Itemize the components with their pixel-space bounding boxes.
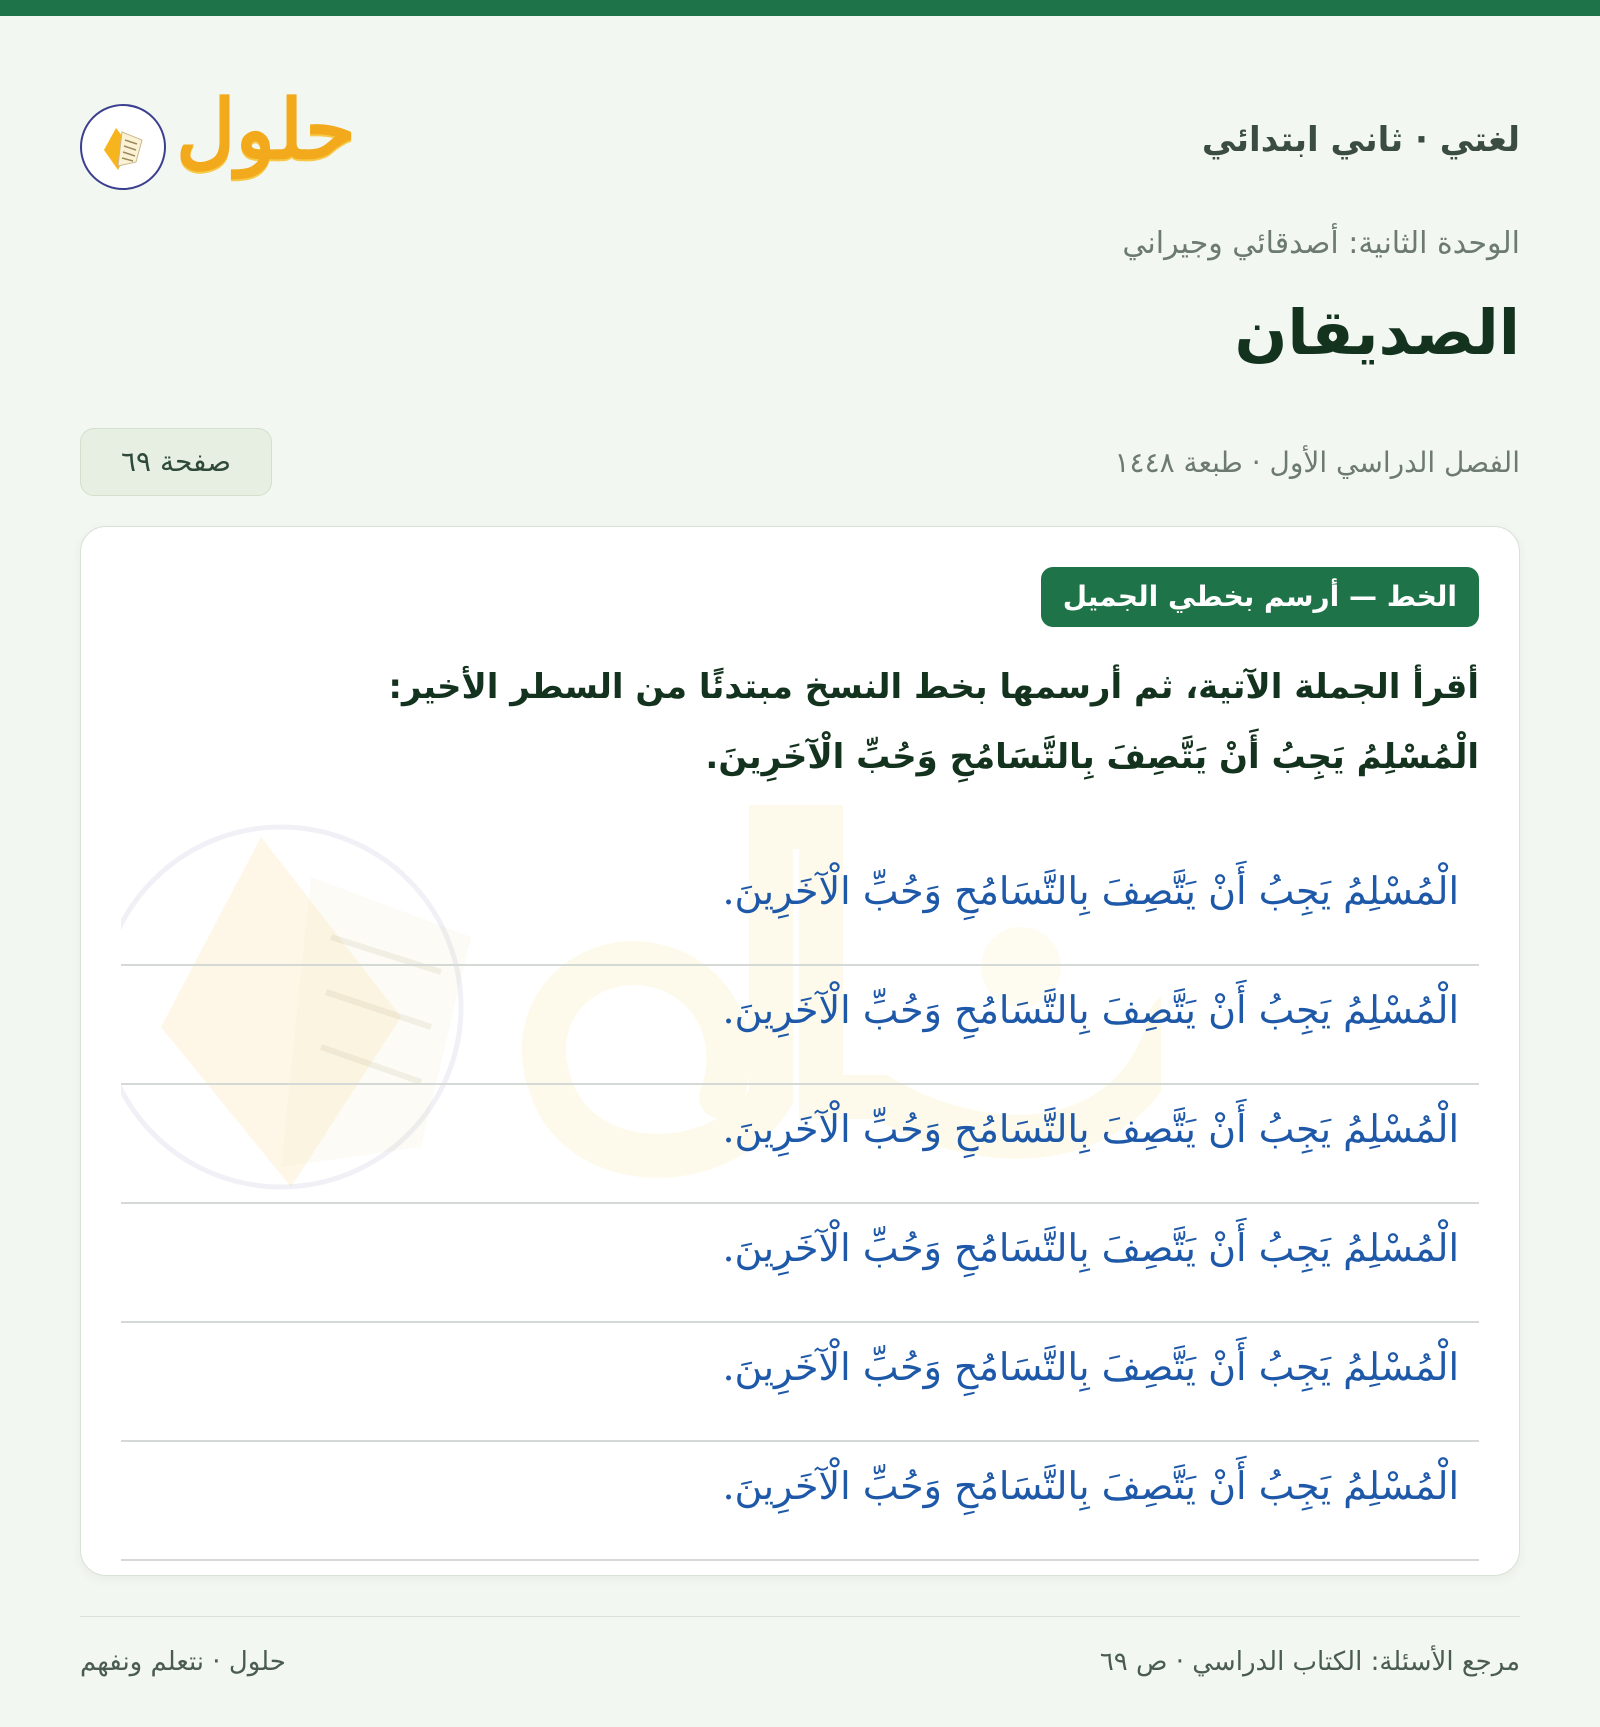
page bbox=[80, 16, 1520, 1727]
page-number-badge: صفحة ٦٩ bbox=[80, 428, 272, 496]
writing-line bbox=[121, 1323, 1479, 1442]
exercise-card bbox=[80, 526, 1520, 1576]
meta-row bbox=[80, 428, 1520, 498]
logo-wordmark: حلول bbox=[176, 82, 356, 178]
handwritten-sentence: الْمُسْلِمُ يَجِبُ أَنْ يَتَّصِفَ بِالتَّسَامُحِ وَحُبِّ الْآخَرِينَ. bbox=[722, 1464, 1459, 1508]
handwritten-sentence: الْمُسْلِمُ يَجِبُ أَنْ يَتَّصِفَ بِالتَّسَامُحِ وَحُبِّ الْآخَرِينَ. bbox=[722, 1226, 1459, 1270]
unit-label: الوحدة الثانية: أصدقائي وجيراني bbox=[1122, 226, 1520, 261]
handwriting-lines bbox=[121, 847, 1479, 1561]
instruction-line: أقرأ الجملة الآتية، ثم أرسمها بخط النسخ مبتدئًا من السطر الأخير: bbox=[388, 667, 1479, 707]
section-label-chip: الخط — أرسم بخطي الجميل bbox=[1041, 567, 1479, 627]
handwritten-sentence: الْمُسْلِمُ يَجِبُ أَنْ يَتَّصِفَ بِالتَّسَامُحِ وَحُبِّ الْآخَرِينَ. bbox=[722, 1345, 1459, 1389]
top-accent-bar bbox=[0, 0, 1600, 16]
writing-line bbox=[121, 1442, 1479, 1561]
writing-line bbox=[121, 1085, 1479, 1204]
writing-line bbox=[121, 1204, 1479, 1323]
footer-brand: حلول · نتعلم ونفهم bbox=[80, 1647, 286, 1677]
handwritten-sentence: الْمُسْلِمُ يَجِبُ أَنْ يَتَّصِفَ بِالتَّسَامُحِ وَحُبِّ الْآخَرِينَ. bbox=[722, 988, 1459, 1032]
target-sentence: الْمُسْلِمُ يَجِبُ أَنْ يَتَّصِفَ بِالتَّسَامُحِ وَحُبِّ الْآخَرِينَ. bbox=[705, 737, 1479, 777]
semester-edition: الفصل الدراسي الأول · طبعة ١٤٤٨ bbox=[1114, 446, 1520, 479]
footer bbox=[80, 1616, 1520, 1727]
instruction-text bbox=[229, 652, 1479, 792]
subject-grade-title: لغتي · ثاني ابتدائي bbox=[1201, 120, 1520, 160]
writing-line bbox=[121, 966, 1479, 1085]
hulul-logo[interactable] bbox=[80, 76, 370, 196]
handwritten-sentence: الْمُسْلِمُ يَجِبُ أَنْ يَتَّصِفَ بِالتَّسَامُحِ وَحُبِّ الْآخَرِينَ. bbox=[722, 1107, 1459, 1151]
logo-circle bbox=[80, 104, 166, 190]
lesson-title: الصديقان bbox=[1234, 296, 1520, 369]
header bbox=[80, 76, 1520, 196]
book-icon bbox=[100, 126, 146, 172]
handwritten-sentence: الْمُسْلِمُ يَجِبُ أَنْ يَتَّصِفَ بِالتَّسَامُحِ وَحُبِّ الْآخَرِينَ. bbox=[722, 869, 1459, 913]
writing-line bbox=[121, 847, 1479, 966]
questions-reference: مرجع الأسئلة: الكتاب الدراسي · ص ٦٩ bbox=[1099, 1647, 1520, 1677]
